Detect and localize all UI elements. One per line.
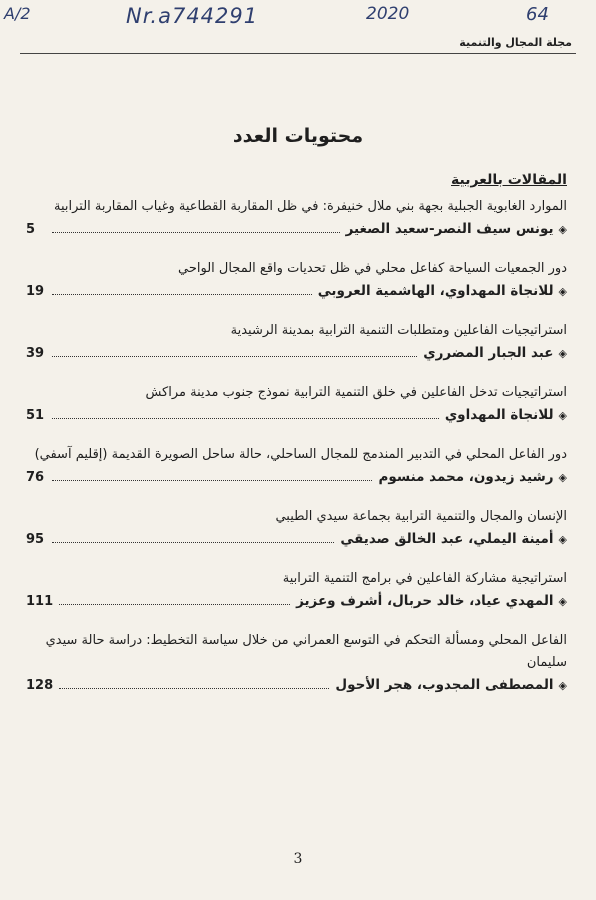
dot-leader — [52, 219, 340, 233]
entry-authors: أمينة اليملي، عبد الخالق صديقي — [340, 531, 554, 547]
entry-title: استراتيجيات الفاعلين ومتطلبات التنمية الترابية بمدينة الرشيدية — [230, 323, 567, 338]
entry-page-number: 39 — [26, 346, 45, 361]
entry-page-number: 111 — [26, 594, 54, 609]
handwritten-volume: 64 — [526, 4, 549, 25]
entry-title: استراتيجية مشاركة الفاعلين في برامج التنمية الترابية — [282, 571, 567, 586]
entry-title: دور الجمعيات السياحة كفاعل محلي في ظل تحديات واقع المجال الواحي — [178, 261, 567, 276]
dot-leader — [52, 405, 439, 419]
entry-page-number: 19 — [26, 284, 45, 299]
page-title: محتويات العدد — [232, 124, 364, 147]
diamond-bullet-icon: ◈ — [558, 533, 567, 546]
diamond-bullet-icon: ◈ — [558, 471, 567, 484]
toc-entry[interactable] — [26, 444, 567, 488]
dot-leader — [52, 343, 417, 357]
toc-entry[interactable] — [26, 320, 567, 364]
entry-authors: للانجاة المهداوي — [444, 407, 554, 423]
toc-entry[interactable] — [26, 630, 567, 696]
entry-page-number: 5 — [26, 222, 36, 237]
entry-authors: عبد الجبار المضرري — [423, 345, 554, 361]
section-heading: المقالات بالعربية — [451, 172, 567, 188]
entry-title: استراتيجيات تدخل الفاعلين في خلق التنمية الترابية نموذج جنوب مدينة مراكش — [145, 385, 567, 400]
entry-authors: يونس سيف النصر-سعيد الصغير — [345, 221, 554, 237]
diamond-bullet-icon: ◈ — [558, 409, 567, 422]
entry-page-number: 51 — [26, 408, 45, 423]
author-row — [26, 590, 567, 612]
author-row — [26, 342, 567, 364]
dot-leader — [52, 467, 372, 481]
diamond-bullet-icon: ◈ — [558, 679, 567, 692]
toc-entry[interactable] — [26, 506, 567, 550]
author-row — [26, 528, 567, 550]
entry-authors: رشيد زيدون، محمد منسوم — [378, 469, 554, 485]
entry-authors: المهدي عياد، خالد حربال، أشرف وعزيز — [296, 593, 554, 609]
entry-authors: للانجاة المهداوي، الهاشمية العروبي — [317, 283, 554, 299]
diamond-bullet-icon: ◈ — [558, 347, 567, 360]
entry-title: الموارد الغابوية الجبلية بجهة بني ملال خنيفرة: في ظل المقاربة القطاعية وغياب المقاربة الترابية — [54, 199, 567, 214]
table-of-contents — [26, 172, 567, 714]
author-row — [26, 218, 567, 240]
entry-page-number: 95 — [26, 532, 45, 547]
entry-title: الإنسان والمجال والتنمية الترابية بجماعة سيدي الطيبي — [275, 509, 567, 524]
handwritten-shelf-ref: A/2 — [4, 4, 31, 23]
dot-leader — [52, 281, 312, 295]
entry-page-number: 128 — [26, 678, 54, 693]
entry-title: الفاعل المحلي ومسألة التحكم في التوسع العمراني من خلال سياسة التخطيط: دراسة حالة سيدي سليمان — [45, 633, 567, 670]
toc-entry[interactable] — [26, 258, 567, 302]
header-divider — [20, 53, 576, 54]
author-row — [26, 280, 567, 302]
diamond-bullet-icon: ◈ — [558, 223, 567, 236]
handwritten-year: 2020 — [366, 4, 410, 24]
toc-entry[interactable] — [26, 382, 567, 426]
toc-entry[interactable] — [26, 196, 567, 240]
toc-entry[interactable] — [26, 568, 567, 612]
entry-title: دور الفاعل المحلي في التدبير المندمج للمجال الساحلي، حالة ساحل الصويرة القديمة (إقليم آسفي) — [34, 447, 567, 462]
author-row — [26, 466, 567, 488]
dot-leader — [52, 529, 334, 543]
entry-page-number: 76 — [26, 470, 45, 485]
running-header: مجلة المجال والتنمية — [459, 36, 572, 49]
diamond-bullet-icon: ◈ — [558, 285, 567, 298]
entry-authors: المصطفى المجدوب، هجر الأحول — [335, 677, 554, 693]
dot-leader — [59, 591, 290, 605]
handwritten-catalog-number: Nr.a744291 — [126, 4, 259, 28]
dot-leader — [59, 675, 329, 689]
diamond-bullet-icon: ◈ — [558, 595, 567, 608]
author-row — [26, 404, 567, 426]
author-row — [26, 674, 567, 696]
page-number: 3 — [293, 851, 303, 867]
